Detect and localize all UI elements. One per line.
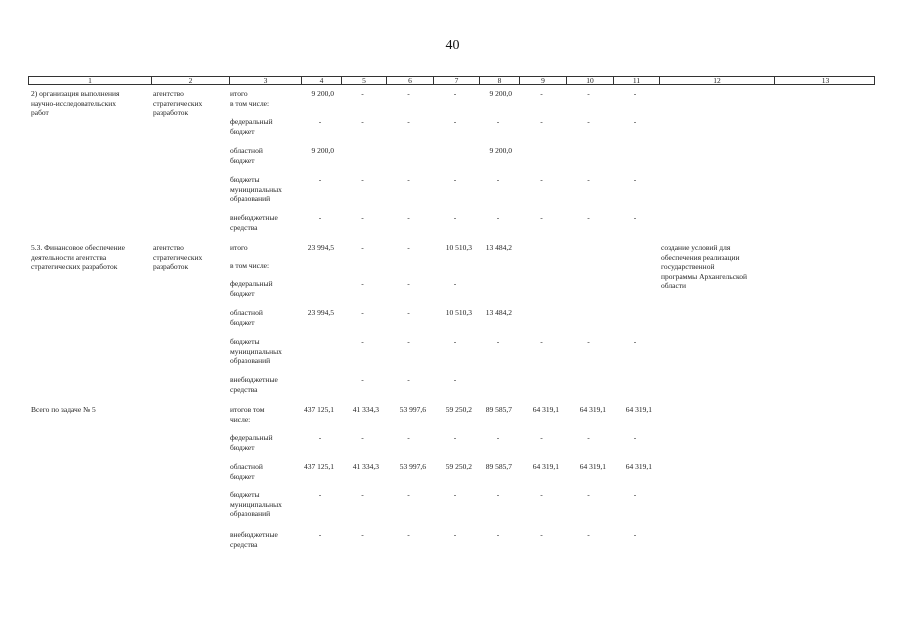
value-cell: - bbox=[587, 433, 590, 442]
value-cell: 64 319,1 bbox=[532, 405, 559, 414]
value-cell: 13 484,2 bbox=[485, 308, 512, 317]
value-cell: - bbox=[633, 89, 637, 98]
section-agency: агентство стратегических разработок bbox=[153, 243, 203, 272]
value-cell: - bbox=[361, 175, 364, 184]
value-cell: - bbox=[496, 337, 500, 346]
value-cell: - bbox=[453, 375, 457, 384]
row-label: областной бюджет bbox=[230, 462, 263, 481]
section-name: Всего по задаче № 5 bbox=[31, 405, 96, 414]
value-cell: 10 510,3 bbox=[445, 243, 472, 252]
value-cell: - bbox=[318, 117, 322, 126]
row-label: федеральный бюджет bbox=[230, 433, 273, 452]
value-cell: - bbox=[407, 337, 410, 346]
value-cell: - bbox=[633, 213, 637, 222]
value-cell: - bbox=[407, 243, 410, 252]
value-cell: - bbox=[587, 117, 590, 126]
value-cell: - bbox=[361, 490, 364, 499]
value-cell: - bbox=[453, 213, 457, 222]
value-cell: - bbox=[587, 213, 590, 222]
value-cell: - bbox=[407, 308, 410, 317]
header-col-8: 8 bbox=[479, 77, 519, 84]
value-cell: - bbox=[407, 117, 410, 126]
value-cell: - bbox=[540, 213, 543, 222]
header-col-4: 4 bbox=[301, 77, 341, 84]
header-col-3: 3 bbox=[229, 77, 301, 84]
value-cell: 23 994,5 bbox=[307, 308, 334, 317]
row-label: внебюджетные средства bbox=[230, 530, 278, 549]
value-cell: - bbox=[407, 279, 410, 288]
header-col-9: 9 bbox=[519, 77, 566, 84]
section-agency: агентство стратегических разработок bbox=[153, 89, 203, 118]
value-cell: 9 200,0 bbox=[311, 146, 334, 155]
value-cell: 13 484,2 bbox=[485, 243, 512, 252]
row-label: областной бюджет bbox=[230, 146, 263, 165]
header-col-1: 1 bbox=[88, 76, 92, 85]
value-cell: - bbox=[407, 175, 410, 184]
value-cell: - bbox=[361, 337, 364, 346]
value-cell: - bbox=[540, 490, 543, 499]
value-cell: - bbox=[587, 337, 590, 346]
value-cell: - bbox=[361, 530, 364, 539]
value-cell: - bbox=[361, 279, 364, 288]
value-cell: - bbox=[496, 175, 500, 184]
value-cell: - bbox=[361, 308, 364, 317]
value-cell: - bbox=[407, 213, 410, 222]
value-cell: - bbox=[587, 490, 590, 499]
value-cell: 64 319,1 bbox=[625, 405, 652, 414]
row-label: внебюджетные средства bbox=[230, 375, 278, 394]
value-cell: 10 510,3 bbox=[445, 308, 472, 317]
value-cell: 59 250,2 bbox=[445, 405, 472, 414]
value-cell: 59 250,2 bbox=[445, 462, 472, 471]
value-cell: - bbox=[587, 175, 590, 184]
value-cell: - bbox=[633, 337, 637, 346]
value-cell: - bbox=[633, 490, 637, 499]
value-cell: - bbox=[361, 375, 364, 384]
value-cell: - bbox=[318, 433, 322, 442]
value-cell: - bbox=[540, 89, 543, 98]
section-name: 5.3. Финансовое обеспечение деятельности агентства стратегических разработок bbox=[31, 243, 125, 272]
value-cell: 9 200,0 bbox=[489, 89, 512, 98]
value-cell: - bbox=[633, 530, 637, 539]
header-col-5: 5 bbox=[341, 77, 386, 84]
value-cell: 9 200,0 bbox=[311, 89, 334, 98]
value-cell: - bbox=[318, 213, 322, 222]
value-cell: 64 319,1 bbox=[579, 405, 606, 414]
value-cell: - bbox=[453, 530, 457, 539]
header-col-11: 11 bbox=[613, 77, 659, 84]
value-cell: - bbox=[453, 89, 457, 98]
row-label: бюджеты муниципальных образований bbox=[230, 175, 282, 204]
header-col-10: 10 bbox=[566, 77, 613, 84]
value-cell: - bbox=[633, 175, 637, 184]
row-label: итого bbox=[230, 243, 248, 252]
value-cell: - bbox=[540, 175, 543, 184]
value-cell: - bbox=[361, 243, 364, 252]
value-cell: - bbox=[361, 433, 364, 442]
row-label: бюджеты муниципальных образований bbox=[230, 490, 282, 519]
section-result: создание условий для обеспечения реализации государственной программы Архангельской области bbox=[661, 243, 748, 291]
value-cell: 89 585,7 bbox=[485, 462, 512, 471]
value-cell: - bbox=[587, 530, 590, 539]
value-cell: - bbox=[407, 490, 410, 499]
table-header-row bbox=[28, 76, 875, 85]
value-cell: 41 334,3 bbox=[352, 405, 379, 414]
value-cell: - bbox=[540, 117, 543, 126]
value-cell: - bbox=[633, 433, 637, 442]
value-cell: - bbox=[453, 490, 457, 499]
section-name: 2) организация выполнения научно-исследовательских работ bbox=[31, 89, 120, 118]
header-col-7: 7 bbox=[433, 77, 479, 84]
value-cell: - bbox=[453, 337, 457, 346]
value-cell: - bbox=[453, 175, 457, 184]
header-col-13: 13 bbox=[774, 77, 876, 84]
value-cell: - bbox=[318, 530, 322, 539]
value-cell: 437 125,1 bbox=[304, 462, 334, 471]
row-label: федеральный бюджет bbox=[230, 117, 273, 136]
value-cell: - bbox=[407, 375, 410, 384]
value-cell: - bbox=[540, 337, 543, 346]
page-number: 40 bbox=[445, 38, 460, 53]
value-cell: - bbox=[407, 433, 410, 442]
value-cell: 437 125,1 bbox=[304, 405, 334, 414]
row-label: итогов том числе: bbox=[230, 405, 265, 424]
value-cell: - bbox=[496, 530, 500, 539]
value-cell: - bbox=[407, 530, 410, 539]
value-cell: - bbox=[587, 89, 590, 98]
value-cell: - bbox=[318, 490, 322, 499]
value-cell: - bbox=[496, 213, 500, 222]
value-cell: - bbox=[496, 433, 500, 442]
value-cell: - bbox=[453, 433, 457, 442]
value-cell: - bbox=[540, 433, 543, 442]
value-cell: 53 997,6 bbox=[399, 462, 426, 471]
value-cell: 23 994,5 bbox=[307, 243, 334, 252]
value-cell: 53 997,6 bbox=[399, 405, 426, 414]
value-cell: - bbox=[318, 175, 322, 184]
header-col-12: 12 bbox=[659, 77, 774, 84]
row-label: областной бюджет bbox=[230, 308, 263, 327]
row-label: федеральный бюджет bbox=[230, 279, 273, 298]
row-label: в том числе: bbox=[230, 261, 270, 270]
row-label: внебюджетные средства bbox=[230, 213, 278, 232]
row-label: итого в том числе: bbox=[230, 89, 270, 108]
value-cell: 41 334,3 bbox=[352, 462, 379, 471]
value-cell: - bbox=[407, 89, 410, 98]
value-cell: - bbox=[453, 117, 457, 126]
value-cell: 64 319,1 bbox=[579, 462, 606, 471]
value-cell: - bbox=[540, 530, 543, 539]
value-cell: - bbox=[453, 279, 457, 288]
row-label: бюджеты муниципальных образований bbox=[230, 337, 282, 366]
value-cell: - bbox=[496, 490, 500, 499]
value-cell: 64 319,1 bbox=[532, 462, 559, 471]
value-cell: - bbox=[633, 117, 637, 126]
header-col-2: 2 bbox=[151, 77, 229, 84]
value-cell: 64 319,1 bbox=[625, 462, 652, 471]
value-cell: - bbox=[496, 117, 500, 126]
value-cell: 9 200,0 bbox=[489, 146, 512, 155]
value-cell: 89 585,7 bbox=[485, 405, 512, 414]
header-col-6: 6 bbox=[386, 77, 433, 84]
value-cell: - bbox=[361, 117, 364, 126]
value-cell: - bbox=[361, 89, 364, 98]
value-cell: - bbox=[361, 213, 364, 222]
